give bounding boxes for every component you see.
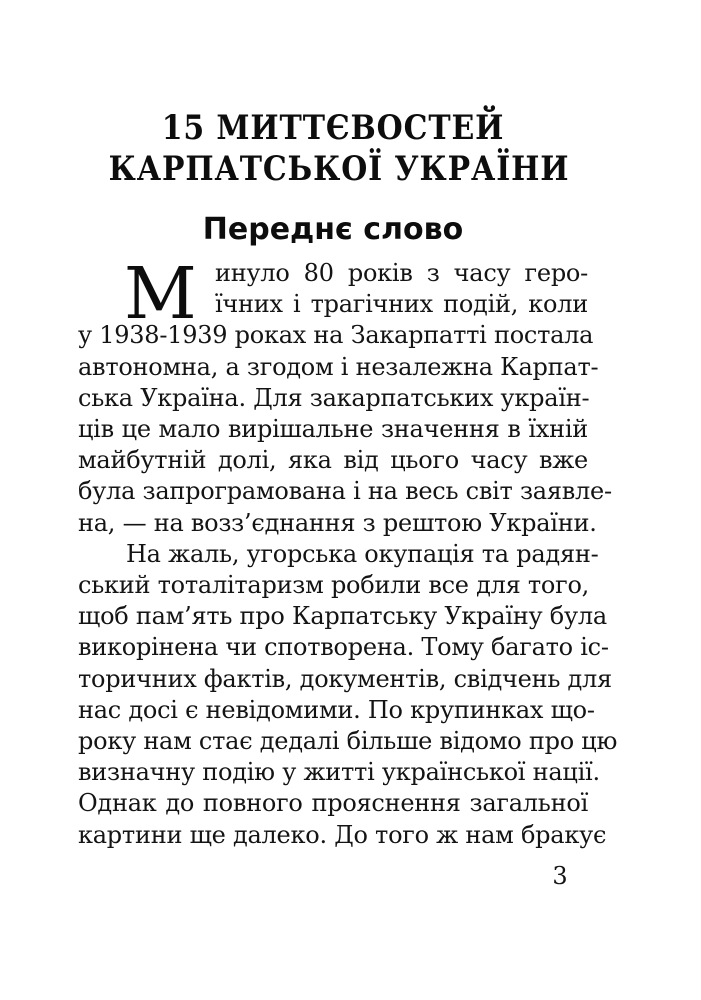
text-line: нас досі є невідомими. По крупинках що- [78,695,595,724]
text-line: картини ще далеко. До того ж нам бракує [78,820,607,849]
text-line: у 1938-1939 роках на Закарпатті постала [78,321,594,350]
text-line: автономна, а згодом і незалежна Карпат- [78,352,599,381]
text-line: ський тоталітаризм робили все для того, [78,571,590,600]
paragraph [78,539,618,851]
text-line: року нам стає дедалі більше відомо про цю [78,727,618,756]
text-line: на, — на возз’єднання з рештою України. [78,508,597,537]
text-line: їчних і трагічних подій, коли [215,290,588,319]
text-line: инуло 80 років з часу геро- [215,259,588,287]
text-line: На жаль, угорська окупація та радян- [126,539,599,568]
text-line: була запрограмована і на весь світ заявле- [78,477,612,506]
text-line: торичних фактів, документів, свідчень для [78,664,612,693]
book-title-line-2: КАРПАТСЬКОЇ УКРАЇНИ [108,149,570,189]
text-line: ська Україна. Для закарпатських україн- [78,383,590,412]
text-line: Однак до повного прояснення загальної [78,789,588,818]
book-title-line-1: 15 МИТТЄВОСТЕЙ [161,108,505,148]
book-title [78,108,588,190]
text-line: викорінена чи спотворена. Тому багато іс- [78,633,609,662]
text-line: щоб пам’ять про Карпатську Україну була [78,602,607,631]
text-line: визначну подію у житті української нації. [78,758,600,787]
text-line: ців це мало вирішальне значення в їхній [78,415,588,444]
drop-cap: М [124,252,197,335]
body-text [78,252,618,851]
text-line: майбутній долі, яка від цього часу вже [78,446,588,475]
section-heading: Переднє слово [202,212,464,247]
page-number: 3 [552,862,568,890]
